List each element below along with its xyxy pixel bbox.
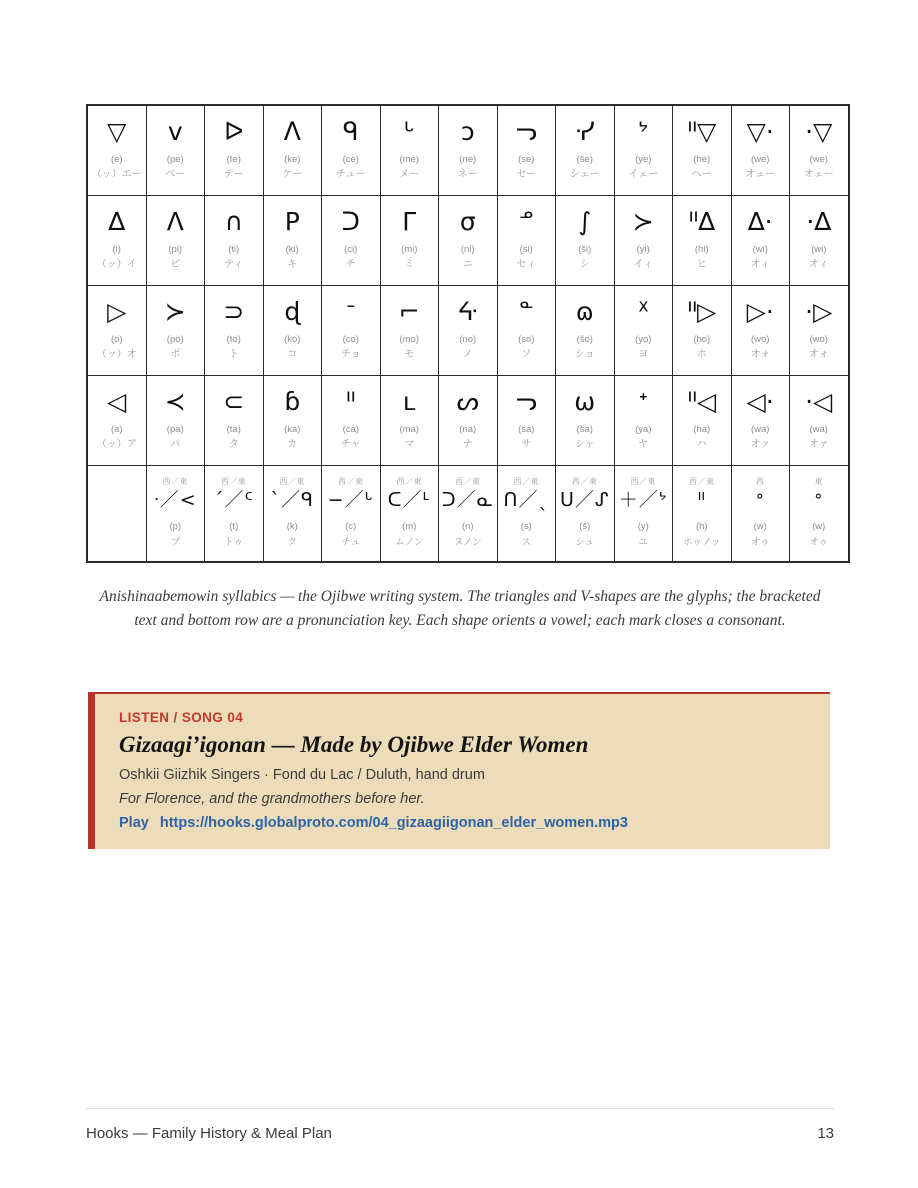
syllabic-glyph: ·◁ bbox=[805, 387, 833, 417]
syllabic-kana-reading: ケー bbox=[282, 169, 303, 181]
syllabic-glyph: ᐦ▽ bbox=[687, 117, 717, 147]
finals-direction-header: 西／東 bbox=[455, 477, 481, 487]
syllabic-kana-reading: トゥ bbox=[224, 536, 244, 548]
syllabics-cell bbox=[790, 466, 849, 563]
syllabic-glyph: ɔ bbox=[460, 117, 475, 147]
syllabics-cell bbox=[790, 105, 849, 196]
syllabic-kana-reading: ベー bbox=[165, 169, 186, 181]
syllabics-cell bbox=[556, 105, 615, 196]
syllabics-cell bbox=[322, 105, 381, 196]
syllabic-kana-reading: セィ bbox=[516, 259, 537, 271]
syllabic-kana-reading: ト bbox=[228, 349, 239, 361]
syllabics-cell bbox=[731, 376, 790, 466]
syllabic-glyph: ᔰ bbox=[457, 297, 478, 327]
syllabic-glyph: ∩ bbox=[224, 207, 243, 237]
syllabic-romanization: (n) bbox=[461, 521, 474, 533]
syllabic-romanization: (ko) bbox=[284, 333, 301, 345]
syllabics-cell bbox=[790, 376, 849, 466]
syllabics-cell bbox=[146, 376, 205, 466]
syllabic-kana-reading: （ッ）イ bbox=[96, 259, 137, 271]
syllabic-romanization: (t) bbox=[229, 521, 239, 533]
syllabic-kana-reading: ミ bbox=[404, 259, 415, 271]
syllabics-row bbox=[87, 286, 849, 376]
syllabic-kana-reading: ピ bbox=[170, 259, 181, 271]
syllabic-kana-reading: ヤ bbox=[638, 439, 649, 451]
syllabics-cell bbox=[146, 196, 205, 286]
syllabics-cell bbox=[497, 105, 556, 196]
syllabic-kana-reading: キ bbox=[287, 259, 298, 271]
syllabic-romanization: (mi) bbox=[401, 243, 418, 255]
syllabic-romanization: (me) bbox=[399, 153, 420, 165]
syllabic-kana-reading: ネー bbox=[457, 169, 478, 181]
syllabic-kana-reading: （ッ）オ bbox=[96, 349, 137, 361]
syllabic-glyph: ᑐ bbox=[341, 207, 360, 237]
syllabics-cell bbox=[322, 376, 381, 466]
syllabics-cell bbox=[673, 105, 732, 196]
syllabic-romanization: (si) bbox=[519, 243, 533, 255]
finals-direction-header: 西／東 bbox=[279, 477, 305, 487]
finals-direction-header: 西／東 bbox=[221, 477, 247, 487]
syllabics-cell bbox=[87, 286, 146, 376]
syllabic-romanization: (pi) bbox=[168, 243, 183, 255]
syllabic-kana-reading: オォ bbox=[750, 349, 771, 361]
syllabic-kana-reading: シュ bbox=[575, 536, 595, 548]
syllabic-kana-reading: オィ bbox=[808, 259, 829, 271]
syllabics-cell bbox=[731, 196, 790, 286]
callout-dedication: For Florence, and the grandmothers before her. bbox=[119, 790, 425, 807]
syllabic-kana-reading: ハ bbox=[696, 439, 707, 451]
syllabic-romanization: (ni) bbox=[460, 243, 475, 255]
syllabic-kana-reading: ポ bbox=[170, 349, 181, 361]
syllabic-glyph: ⌐ bbox=[398, 297, 420, 327]
syllabic-romanization: (e) bbox=[110, 153, 123, 165]
syllabic-romanization: (ya) bbox=[635, 423, 652, 435]
syllabic-glyph: ◁· bbox=[746, 387, 774, 417]
syllabic-romanization: (ce) bbox=[342, 153, 359, 165]
syllabic-kana-reading: チュ bbox=[341, 536, 361, 548]
syllabic-glyph: ·▽ bbox=[805, 117, 833, 147]
syllabic-romanization: (yo) bbox=[635, 333, 652, 345]
syllabic-kana-reading: シャ bbox=[574, 439, 595, 451]
syllabic-kana-reading: チ bbox=[345, 259, 356, 271]
syllabic-glyph: ▽ bbox=[107, 117, 127, 147]
syllabics-cell bbox=[497, 376, 556, 466]
syllabic-romanization: (co) bbox=[342, 333, 359, 345]
syllabics-cell bbox=[205, 286, 264, 376]
audio-url-link[interactable]: https://hooks.globalproto.com/04_gizaagiigonan_elder_women.mp3 bbox=[159, 814, 628, 831]
syllabic-kana-reading: コ bbox=[287, 349, 298, 361]
syllabics-cell bbox=[673, 196, 732, 286]
syllabic-glyph: ᓸ bbox=[574, 117, 595, 147]
syllabic-romanization: (y) bbox=[637, 521, 649, 533]
syllabic-kana-reading: ホ bbox=[696, 349, 707, 361]
syllabic-kana-reading: ホゥノッ bbox=[683, 536, 721, 548]
syllabic-kana-reading: ティ bbox=[224, 259, 244, 271]
syllabic-romanization: (w) bbox=[753, 521, 767, 533]
finals-direction-header: 西／東 bbox=[396, 477, 422, 487]
syllabic-glyph: ᐦ▷ bbox=[687, 297, 717, 327]
syllabics-cell bbox=[556, 466, 615, 563]
syllabics-cell bbox=[731, 466, 790, 563]
syllabic-romanization: (ši) bbox=[578, 243, 592, 255]
syllabic-romanization: (še) bbox=[576, 153, 593, 165]
syllabic-glyph: ᑎ／ˎ bbox=[503, 489, 549, 512]
syllabics-row bbox=[87, 105, 849, 196]
syllabic-kana-reading: カ bbox=[287, 439, 298, 451]
syllabic-romanization: (p) bbox=[169, 521, 182, 533]
syllabic-glyph: σ bbox=[459, 207, 476, 237]
syllabic-glyph: ɖ bbox=[284, 297, 301, 327]
syllabic-glyph: ·▷ bbox=[805, 297, 833, 327]
syllabic-kana-reading: チャ bbox=[340, 439, 361, 451]
syllabic-romanization: (ma) bbox=[399, 423, 420, 435]
syllabic-romanization: (se) bbox=[518, 153, 535, 165]
syllabics-cell bbox=[87, 376, 146, 466]
syllabics-cell bbox=[263, 466, 322, 563]
syllabic-kana-reading: タ bbox=[228, 439, 239, 451]
syllabics-cell bbox=[614, 196, 673, 286]
syllabic-romanization: (wo) bbox=[809, 333, 828, 345]
syllabic-glyph: ᐦ bbox=[697, 489, 706, 512]
syllabics-cell bbox=[87, 196, 146, 286]
callout-play-row[interactable] bbox=[119, 815, 806, 831]
callout-performer-meta: Oshkii Giizhik Singers · Fond du Lac / Duluth, hand drum bbox=[119, 766, 485, 783]
syllabic-romanization: (we) bbox=[751, 153, 770, 165]
syllabic-romanization: (c) bbox=[345, 521, 357, 533]
syllabic-romanization: (ha) bbox=[693, 423, 711, 435]
syllabic-romanization: (wi) bbox=[811, 243, 827, 255]
syllabic-kana-reading: イィ bbox=[633, 259, 654, 271]
syllabics-cell bbox=[146, 286, 205, 376]
syllabic-kana-reading: テー bbox=[223, 169, 244, 181]
figure-caption: Anishinaabemowin syllabics — the Ojibwe writing system. The triangles and V-shapes are the glyphs; the bracketed text and bottom row are a pronunciation key. Each shape orients a vowel; each mark closes a consonant. bbox=[99, 588, 821, 630]
syllabics-cell bbox=[614, 466, 673, 563]
syllabics-cell bbox=[439, 196, 498, 286]
syllabic-kana-reading: ムノン bbox=[395, 536, 424, 548]
syllabic-kana-reading: ナ bbox=[462, 439, 473, 451]
syllabic-romanization: (a) bbox=[110, 423, 123, 435]
syllabic-glyph: ᑌ／ᔑ bbox=[560, 489, 610, 512]
syllabic-glyph: ɷ bbox=[575, 297, 594, 327]
syllabics-cell bbox=[673, 376, 732, 466]
syllabic-glyph: ⊂ bbox=[223, 387, 245, 417]
syllabics-cell bbox=[614, 105, 673, 196]
syllabic-romanization: (ta) bbox=[226, 423, 241, 435]
syllabic-romanization: (ti) bbox=[228, 243, 240, 255]
syllabic-kana-reading: ク bbox=[287, 536, 297, 548]
syllabics-cell bbox=[87, 105, 146, 196]
syllabics-cell bbox=[790, 286, 849, 376]
syllabic-kana-reading: サ bbox=[521, 439, 532, 451]
syllabic-glyph: ⊃ bbox=[223, 297, 245, 327]
syllabic-glyph: ᐦ∆ bbox=[688, 207, 715, 237]
syllabic-glyph: ▽· bbox=[746, 117, 774, 147]
syllabic-kana-reading: オァ bbox=[750, 439, 771, 451]
syllabics-cell bbox=[497, 286, 556, 376]
syllabic-romanization: (ša) bbox=[576, 423, 593, 435]
syllabic-glyph: ≻ bbox=[632, 207, 654, 237]
syllabic-kana-reading: オェー bbox=[803, 169, 834, 181]
syllabic-romanization: (te) bbox=[226, 153, 241, 165]
syllabic-glyph: ᑫ bbox=[342, 117, 359, 147]
syllabic-kana-reading: ユ bbox=[638, 536, 648, 548]
syllabic-glyph: ▷· bbox=[746, 297, 774, 327]
syllabic-kana-reading: チョ bbox=[340, 349, 361, 361]
syllabic-kana-reading: オィ bbox=[750, 259, 771, 271]
syllabics-cell bbox=[673, 466, 732, 563]
syllabics-cell bbox=[439, 466, 498, 563]
finals-direction-header: 西／東 bbox=[338, 477, 364, 487]
syllabic-romanization: (h) bbox=[695, 521, 708, 533]
syllabic-romanization: (š) bbox=[579, 521, 591, 533]
syllabic-kana-reading: ス bbox=[521, 536, 531, 548]
syllabic-kana-reading: イェー bbox=[628, 169, 659, 181]
syllabics-cell bbox=[673, 286, 732, 376]
syllabic-kana-reading: モ bbox=[404, 349, 415, 361]
syllabic-glyph: ᐤ bbox=[756, 489, 765, 512]
syllabic-glyph: ≺ bbox=[164, 387, 186, 417]
syllabic-kana-reading: ニ bbox=[462, 259, 473, 271]
syllabic-glyph: ∆· bbox=[747, 207, 773, 237]
syllabics-cell bbox=[614, 376, 673, 466]
syllabic-glyph: ᑐ／ᓇ bbox=[441, 489, 494, 512]
syllabic-glyph: ɓ bbox=[284, 387, 301, 417]
syllabic-romanization: (to) bbox=[226, 333, 241, 345]
syllabic-glyph: ᔕ bbox=[456, 387, 479, 417]
syllabics-cell bbox=[380, 196, 439, 286]
syllabic-glyph: ˊ／ᑦ bbox=[213, 489, 254, 512]
play-button[interactable]: Play bbox=[119, 814, 149, 831]
syllabics-cell bbox=[380, 286, 439, 376]
syllabic-kana-reading: ヘー bbox=[691, 169, 712, 181]
syllabic-romanization: (na) bbox=[459, 423, 477, 435]
syllabic-romanization: (w) bbox=[812, 521, 826, 533]
syllabics-cell bbox=[263, 286, 322, 376]
footer-page-number: 13 bbox=[817, 1125, 834, 1142]
syllabics-table bbox=[86, 104, 850, 563]
syllabic-glyph: ᓐ bbox=[518, 297, 534, 327]
syllabics-cell bbox=[497, 466, 556, 563]
syllabic-kana-reading: （ッ）エー bbox=[91, 169, 142, 181]
finals-direction-header: 西／東 bbox=[513, 477, 539, 487]
syllabic-kana-reading: オゥ bbox=[750, 536, 770, 548]
syllabic-romanization: (wa) bbox=[751, 423, 770, 435]
syllabic-romanization: (ka) bbox=[284, 423, 301, 435]
syllabics-cell bbox=[322, 286, 381, 376]
syllabic-romanization: (ci) bbox=[344, 243, 358, 255]
syllabics-cell bbox=[556, 286, 615, 376]
syllabic-glyph: ∆ bbox=[108, 207, 126, 237]
syllabic-romanization: (sa) bbox=[518, 423, 535, 435]
syllabics-cell bbox=[263, 196, 322, 286]
listen-callout bbox=[88, 692, 830, 849]
syllabic-kana-reading: ショ bbox=[574, 349, 595, 361]
syllabic-glyph: ◁ bbox=[107, 387, 127, 417]
syllabics-table-body bbox=[87, 105, 849, 562]
syllabics-cell bbox=[205, 196, 264, 286]
syllabic-kana-reading: セー bbox=[516, 169, 537, 181]
syllabics-figure bbox=[86, 104, 834, 563]
syllabic-glyph: ʟ bbox=[402, 387, 416, 417]
syllabic-romanization: (ki) bbox=[285, 243, 299, 255]
syllabic-glyph: ᐦ◁ bbox=[687, 387, 717, 417]
syllabic-kana-reading: プ bbox=[170, 536, 180, 548]
page-footer bbox=[86, 1108, 834, 1142]
syllabic-kana-reading: オォ bbox=[808, 349, 829, 361]
finals-direction-header: 東 bbox=[814, 477, 823, 487]
syllabic-glyph: ᐨ bbox=[345, 297, 356, 327]
syllabics-cell bbox=[146, 105, 205, 196]
syllabic-kana-reading: マ bbox=[404, 439, 415, 451]
syllabics-cell bbox=[380, 376, 439, 466]
finals-direction-header: 西 bbox=[756, 477, 765, 487]
syllabics-cell-empty bbox=[87, 466, 146, 563]
syllabic-romanization: (s) bbox=[520, 521, 532, 533]
syllabics-cell bbox=[790, 196, 849, 286]
syllabic-romanization: (ne) bbox=[459, 153, 477, 165]
syllabics-row bbox=[87, 466, 849, 563]
syllabic-glyph: ᓒ bbox=[518, 207, 534, 237]
syllabic-romanization: (he) bbox=[693, 153, 711, 165]
syllabics-cell bbox=[731, 286, 790, 376]
syllabic-romanization: (m) bbox=[402, 521, 417, 533]
syllabic-glyph: ≻ bbox=[164, 297, 186, 327]
syllabic-kana-reading: ソ bbox=[521, 349, 532, 361]
syllabic-romanization: (mo) bbox=[399, 333, 420, 345]
finals-direction-header: 西／東 bbox=[689, 477, 715, 487]
syllabic-glyph: ᐤ bbox=[814, 489, 823, 512]
syllabic-glyph: ᐅ bbox=[224, 117, 244, 147]
syllabic-glyph: ▷ bbox=[107, 297, 127, 327]
footer-document-title: Hooks — Family History & Meal Plan bbox=[86, 1125, 332, 1142]
syllabic-glyph: ˋ／ᑫ bbox=[270, 489, 314, 512]
syllabic-romanization: (wa) bbox=[809, 423, 828, 435]
syllabics-cell bbox=[322, 196, 381, 286]
syllabic-glyph: Ρ bbox=[284, 207, 300, 237]
syllabic-glyph: Γ bbox=[402, 207, 417, 237]
finals-direction-header: 西／東 bbox=[630, 477, 656, 487]
syllabic-glyph: ω bbox=[574, 387, 596, 417]
syllabic-glyph: ∫ bbox=[578, 207, 592, 237]
syllabic-kana-reading: ヒ bbox=[696, 259, 707, 271]
syllabics-cell bbox=[263, 376, 322, 466]
syllabic-romanization: (ho) bbox=[693, 333, 711, 345]
syllabic-glyph: ᕀ bbox=[638, 387, 649, 417]
syllabic-glyph: ᕁ bbox=[637, 297, 650, 327]
syllabic-kana-reading: シェー bbox=[569, 169, 600, 181]
syllabic-romanization: (i) bbox=[112, 243, 121, 255]
syllabic-glyph: ᒡ bbox=[403, 117, 415, 147]
finals-direction-header: 西／東 bbox=[162, 477, 188, 487]
syllabic-romanization: (šo) bbox=[576, 333, 593, 345]
syllabic-romanization: (wo) bbox=[751, 333, 770, 345]
syllabic-romanization: (po) bbox=[166, 333, 184, 345]
syllabic-romanization: (yi) bbox=[636, 243, 650, 255]
syllabic-kana-reading: （ッ）ア bbox=[96, 439, 137, 451]
finals-direction-header: 西／東 bbox=[572, 477, 598, 487]
syllabics-cell bbox=[146, 466, 205, 563]
syllabic-glyph: ᓓ bbox=[515, 117, 537, 147]
syllabics-row bbox=[87, 376, 849, 466]
syllabic-kana-reading: シ bbox=[579, 259, 590, 271]
syllabics-cell bbox=[205, 105, 264, 196]
syllabics-row bbox=[87, 196, 849, 286]
syllabic-kana-reading: ヌノン bbox=[453, 536, 482, 548]
syllabic-kana-reading: オェー bbox=[745, 169, 776, 181]
syllabics-cell bbox=[556, 376, 615, 466]
syllabic-glyph: ᔾ bbox=[638, 117, 649, 147]
syllabics-cell bbox=[614, 286, 673, 376]
syllabics-cell bbox=[439, 376, 498, 466]
syllabic-glyph: Λ bbox=[166, 207, 184, 237]
syllabic-romanization: (pa) bbox=[166, 423, 184, 435]
syllabic-glyph: ᐦ bbox=[345, 387, 356, 417]
syllabic-glyph: ＋／ᔾ bbox=[618, 489, 668, 512]
syllabic-romanization: (k) bbox=[286, 521, 298, 533]
syllabic-romanization: (we) bbox=[809, 153, 828, 165]
syllabic-kana-reading: メー bbox=[399, 169, 420, 181]
syllabic-glyph: ᑕ／ᒻ bbox=[387, 489, 431, 512]
syllabics-cell bbox=[556, 196, 615, 286]
syllabics-cell bbox=[380, 105, 439, 196]
syllabic-kana-reading: パ bbox=[170, 439, 181, 451]
syllabic-kana-reading: オゥ bbox=[809, 536, 829, 548]
syllabic-romanization: (ye) bbox=[635, 153, 652, 165]
syllabic-glyph: ᐱ bbox=[283, 117, 301, 147]
syllabic-romanization: (ke) bbox=[284, 153, 301, 165]
syllabic-kana-reading: ノ bbox=[462, 349, 473, 361]
syllabics-cell bbox=[263, 105, 322, 196]
syllabic-romanization: (no) bbox=[459, 333, 477, 345]
callout-kicker: LISTEN / SONG 04 bbox=[119, 710, 244, 725]
syllabic-romanization: (hi) bbox=[694, 243, 709, 255]
syllabic-romanization: (ca) bbox=[342, 423, 359, 435]
syllabics-cell bbox=[439, 105, 498, 196]
callout-song-title: Gizaagi’igonan — Made by Ojibwe Elder Women bbox=[119, 732, 589, 757]
syllabic-glyph: ᐧ／< bbox=[153, 489, 197, 512]
syllabics-cell bbox=[497, 196, 556, 286]
syllabic-glyph: ·∆ bbox=[806, 207, 832, 237]
syllabics-cell bbox=[205, 466, 264, 563]
syllabic-romanization: (o) bbox=[110, 333, 123, 345]
syllabics-cell bbox=[731, 105, 790, 196]
syllabic-kana-reading: オァ bbox=[808, 439, 829, 451]
syllabic-romanization: (wi) bbox=[752, 243, 768, 255]
syllabics-cell bbox=[322, 466, 381, 563]
syllabics-cell bbox=[380, 466, 439, 563]
syllabic-glyph: ᓓ bbox=[515, 387, 537, 417]
syllabics-cell bbox=[205, 376, 264, 466]
syllabic-romanization: (pe) bbox=[166, 153, 184, 165]
syllabic-glyph: −／ᒡ bbox=[327, 489, 374, 512]
syllabics-cell bbox=[439, 286, 498, 376]
syllabic-glyph: ᴠ bbox=[167, 117, 183, 147]
syllabic-kana-reading: チュー bbox=[335, 169, 366, 181]
syllabic-romanization: (so) bbox=[518, 333, 535, 345]
syllabic-kana-reading: ヨ bbox=[638, 349, 649, 361]
